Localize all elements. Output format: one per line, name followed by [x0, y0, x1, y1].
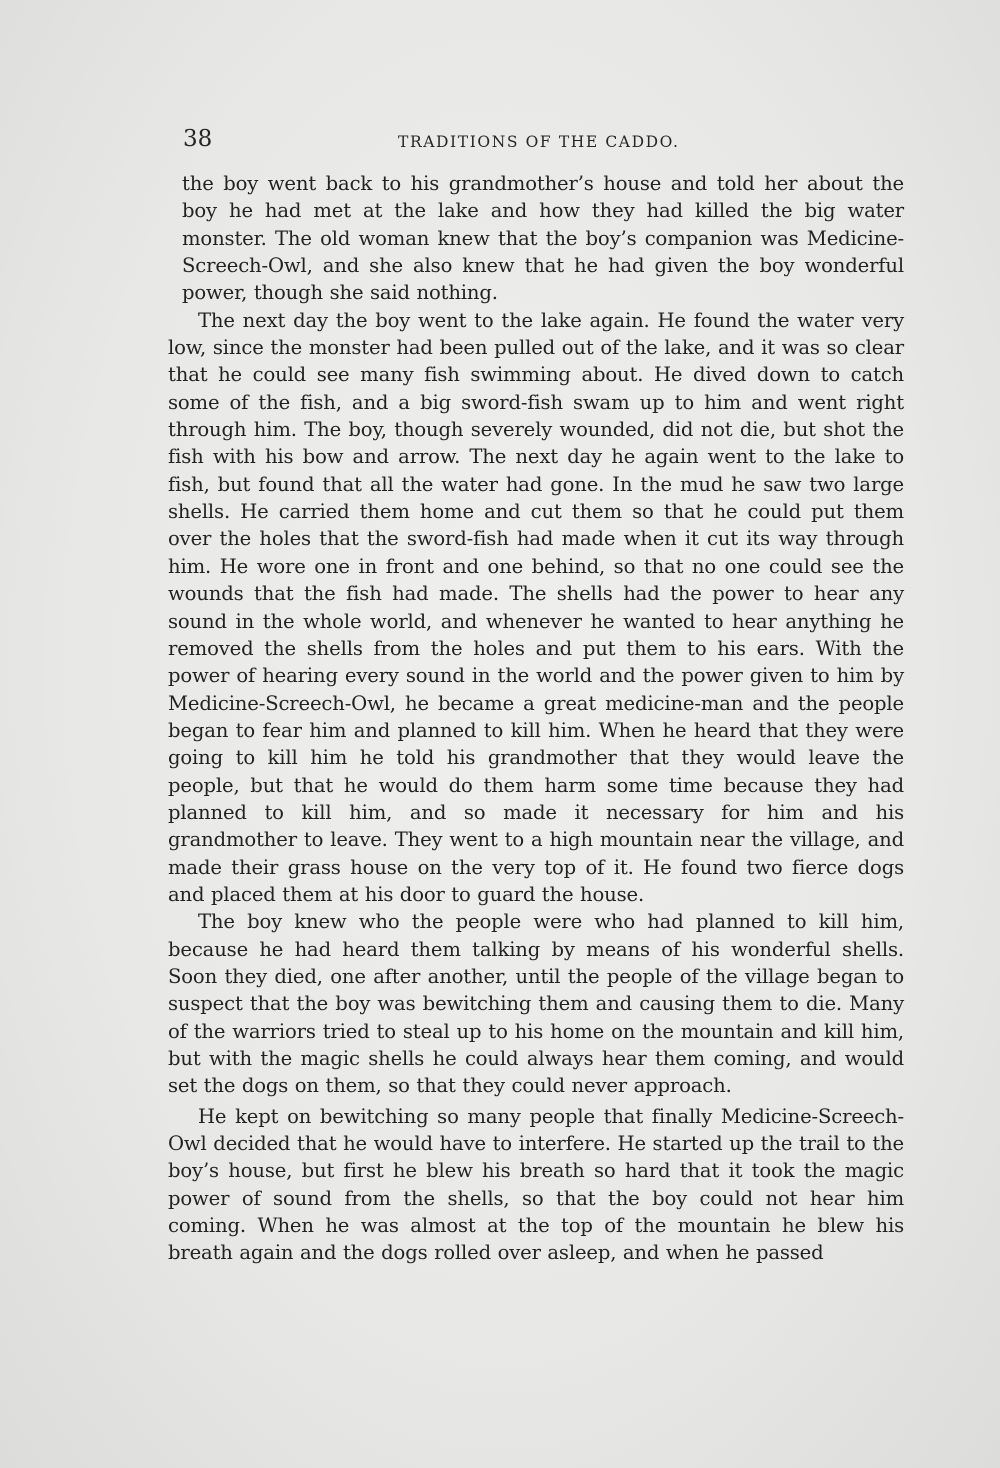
running-title: TRADITIONS OF THE CADDO. — [398, 133, 680, 151]
running-head — [183, 124, 903, 156]
paragraph-4: He kept on bewitching so many people that finally Medicine-Screech-Owl decided that he would have to interfere. He started up the trail to the boy’s house, but first he blew his breath so hard that it took the magic power of sound from the shells, so that the boy could not hear him coming. When he was almost at the top of the mountain he blew his breath again and the dogs rolled over asleep, and when he passed — [168, 1104, 904, 1265]
paragraph-1: the boy went back to his grandmother’s house and told her about the boy he had met at the lake and how they had killed the big water monster. The old woman knew that the boy’s companion was Medicine-Screech-Owl, and she also knew that he had given the boy wonderful power, though she said nothing. — [182, 172, 904, 305]
page-number: 38 — [183, 126, 213, 152]
paragraph-2: The next day the boy went to the lake again. He found the water very low, since the monster had been pulled out of the lake, and it was so clear that he could see many fish swimming about. He dived down to catch some of the fish, and a big sword-fish swam up to him and went right through him. The boy, though severely wounded, did not die, but shot the fish with his bow and arrow. The next day he again went to the lake to fish, but found that all the water had gone. In the mud he saw two large shells. He carried them home and cut them so that he could put them over the holes that the sword-fish had made when it cut its way through him. He wore one in front and one behind, so that no one could see the wounds that the fish had made. The shells had the power to hear any sound in the whole world, and whenever he wanted to hear anything he removed the shells from the holes and put them to his ears. With the power of hearing every sound in the world and the power given to him by Medicine-Screech-Owl, he became a great medicine-man and the people began to fear him and planned to kill him. When he heard that they were going to kill him he told his grandmother that they would leave the people, but that he would do them harm some time because they had planned to kill him, and so made it necessary for him and his grandmother to leave. They went to a high mountain near the village, and made their grass house on the very top of it. He found two fierce dogs and placed them at his door to guard the house. — [168, 308, 904, 906]
paragraph-3: The boy knew who the people were who had planned to kill him, because he had heard them talking by means of his wonderful shells. Soon they died, one after another, until the people of the village began to suspect that the boy was bewitching them and causing them to die. Many of the warriors tried to steal up to his home on the mountain and kill him, but with the magic shells he could always hear them coming, and would set the dogs on them, so that they could never approach. — [168, 910, 904, 1098]
body-text — [168, 170, 904, 1267]
